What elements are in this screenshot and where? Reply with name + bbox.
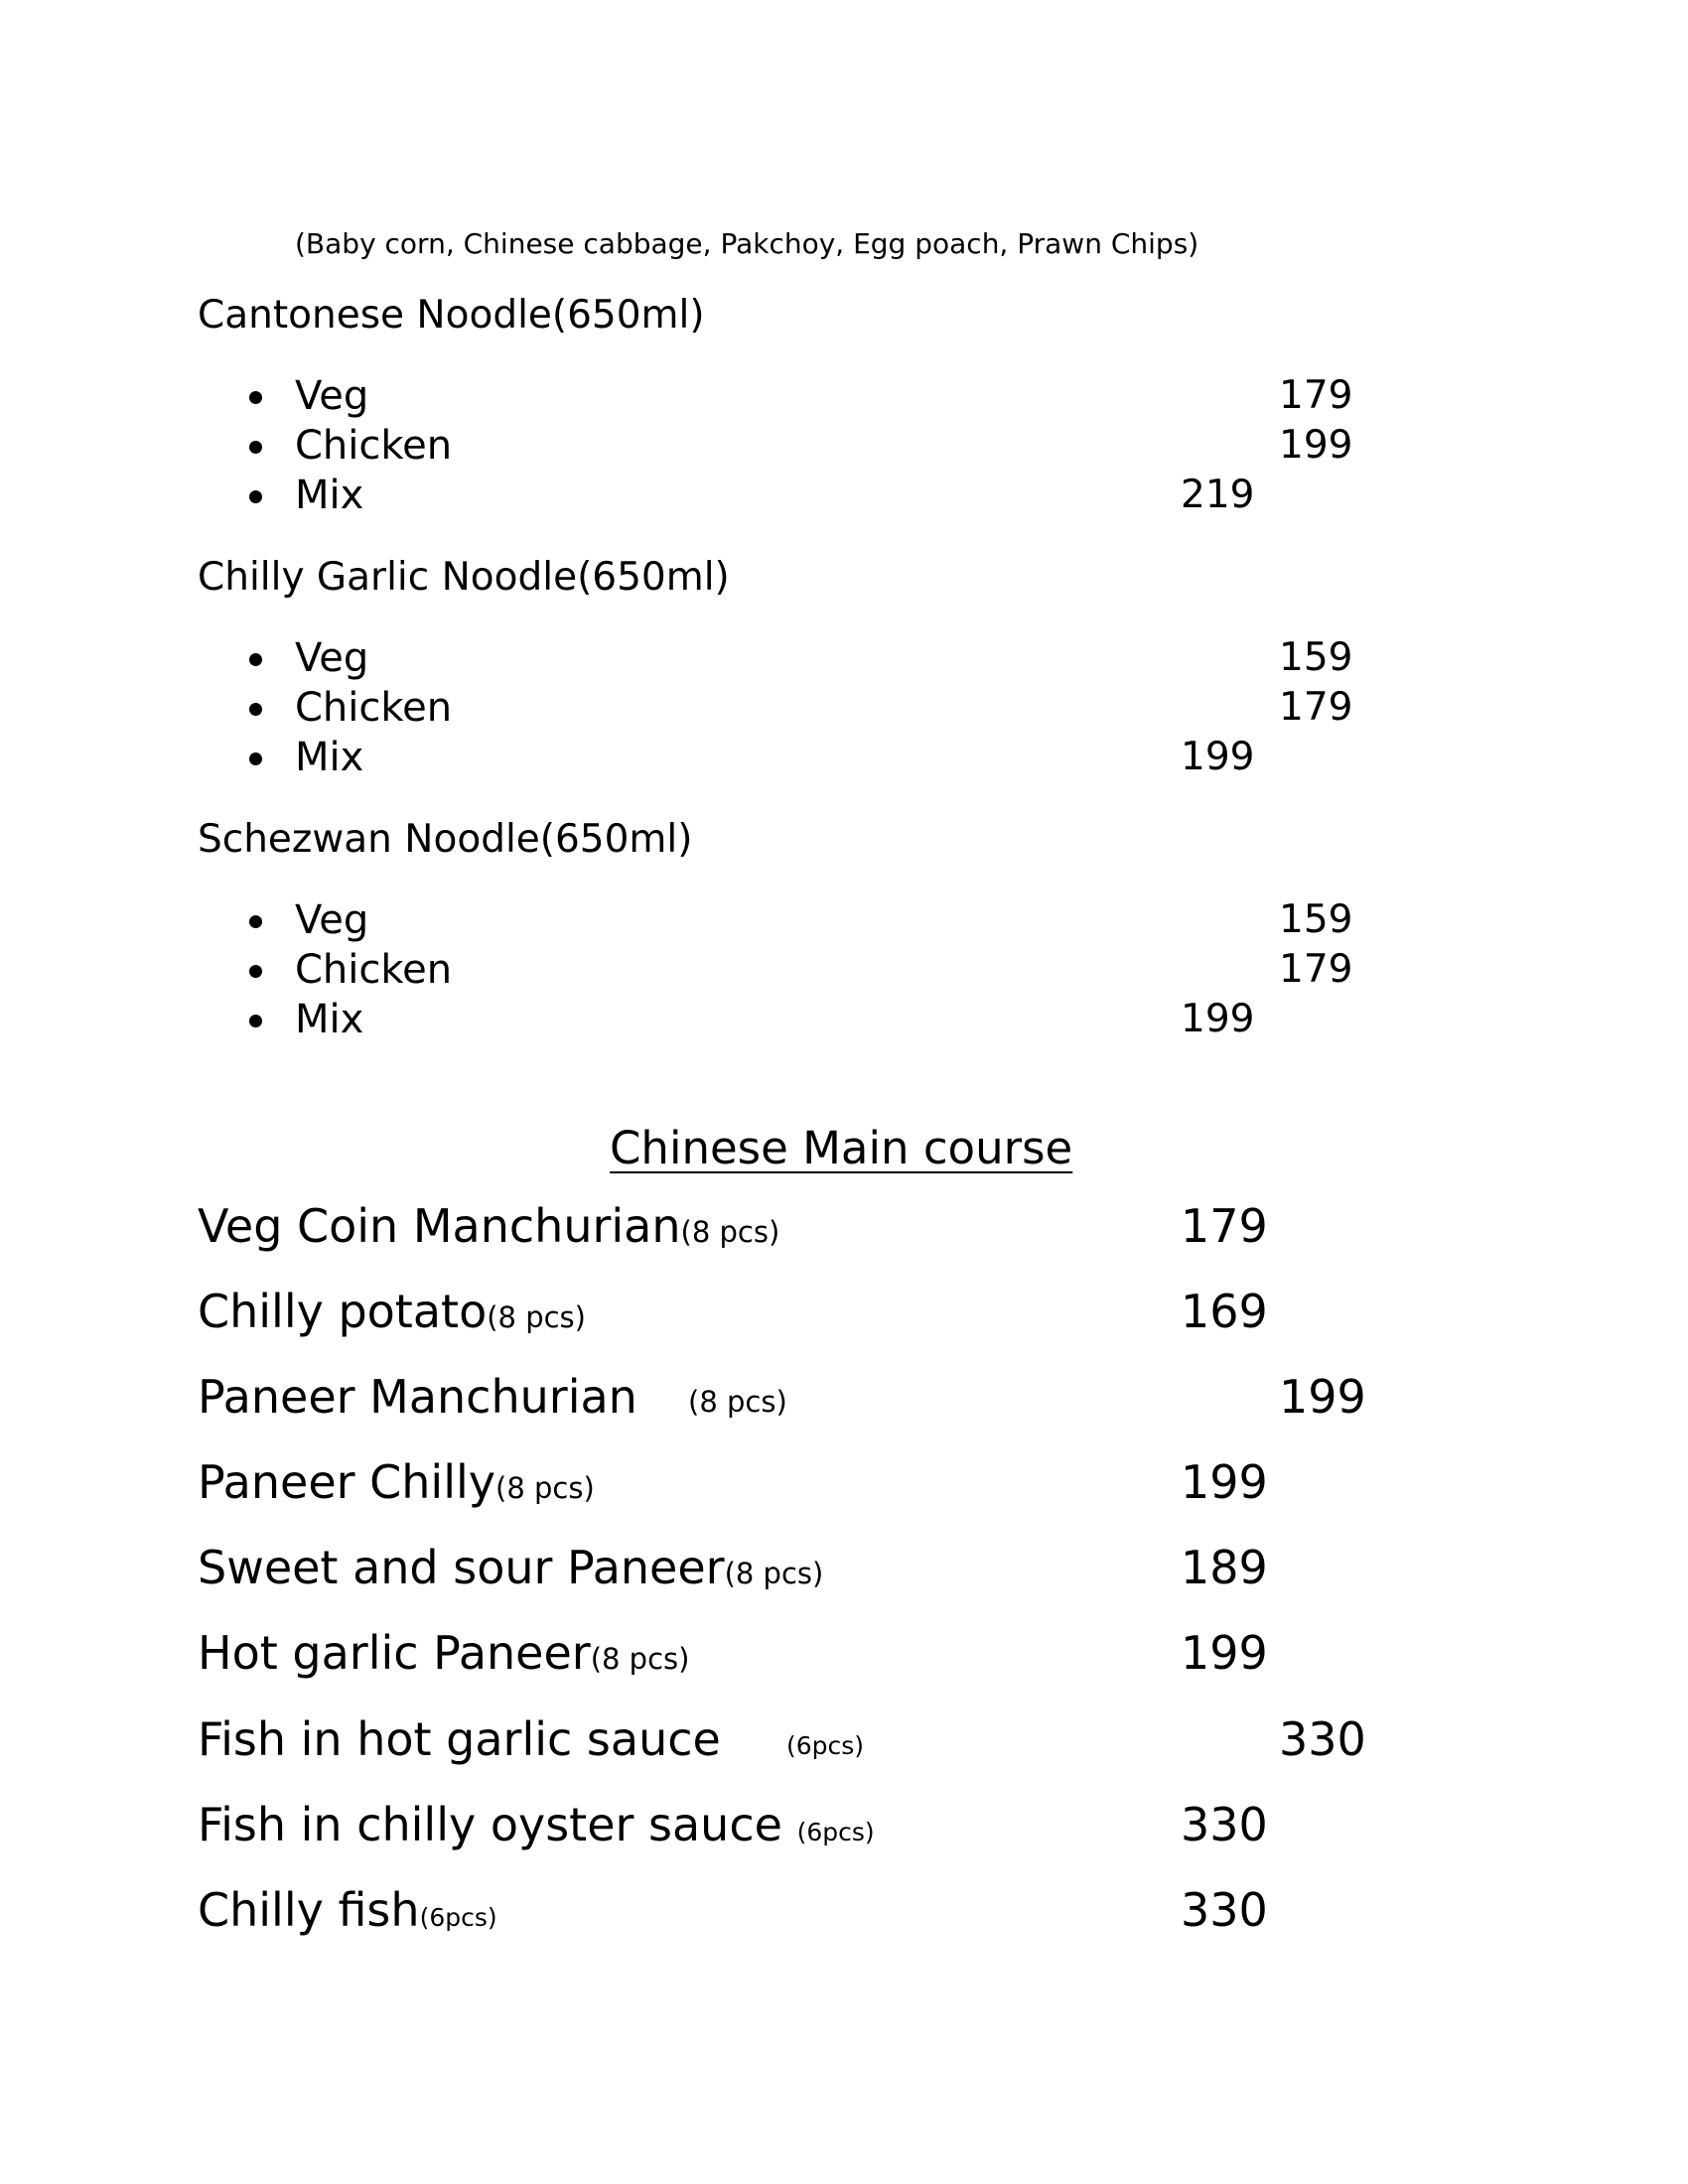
bullet-icon <box>249 490 262 503</box>
item-price: 159 <box>1279 897 1353 942</box>
item-name: Mix <box>295 735 364 780</box>
section-heading-schezwan: Schezwan Noodle(650ml) <box>198 817 693 862</box>
main-item-price: 169 <box>1181 1285 1268 1338</box>
main-item-price: 330 <box>1279 1712 1366 1766</box>
dish-name: Fish in chilly oyster sauce <box>198 1798 782 1851</box>
dish-name: Chilly potato <box>198 1285 488 1338</box>
item-price: 179 <box>1279 685 1353 730</box>
item-price: 179 <box>1279 373 1353 418</box>
bullet-icon <box>249 391 262 404</box>
main-item-name: Fish in hot garlic sauce <box>198 1712 721 1766</box>
bullet-icon <box>249 441 262 454</box>
item-name: Chicken <box>295 685 453 731</box>
dish-qty: (8 pcs) <box>680 1215 780 1249</box>
item-price: 219 <box>1181 473 1255 517</box>
main-item-price: 199 <box>1279 1370 1366 1424</box>
ingredients-note: (Baby corn, Chinese cabbage, Pakchoy, Egg poach, Prawn Chips) <box>295 227 1199 260</box>
dish-name: Sweet and sour Paneer <box>198 1541 725 1594</box>
main-item-name <box>198 1883 497 1937</box>
main-item-price: 199 <box>1181 1455 1268 1509</box>
main-item-price: 189 <box>1181 1541 1268 1594</box>
bullet-icon <box>249 703 262 716</box>
dish-name: Paneer Chilly <box>198 1455 495 1509</box>
dish-name: Chilly fish <box>198 1883 420 1937</box>
item-name: Mix <box>295 473 364 518</box>
main-item-name <box>198 1285 586 1338</box>
bullet-icon <box>249 1015 262 1027</box>
item-price: 199 <box>1279 423 1353 468</box>
bullet-icon <box>249 653 262 666</box>
main-item-name <box>198 1798 875 1851</box>
item-name: Mix <box>295 997 364 1042</box>
section-heading-cantonese: Cantonese Noodle(650ml) <box>198 293 705 338</box>
item-price: 199 <box>1181 997 1255 1041</box>
bullet-icon <box>249 965 262 978</box>
dish-qty: (8 pcs) <box>487 1300 586 1334</box>
main-item-price: 199 <box>1181 1626 1268 1680</box>
dish-qty: (6pcs) <box>786 1731 865 1760</box>
main-item-price: 330 <box>1181 1798 1268 1851</box>
main-item-name: Paneer Manchurian <box>198 1370 637 1424</box>
dish-qty: (8 pcs) <box>495 1471 595 1505</box>
bullet-icon <box>249 915 262 928</box>
dish-name: Hot garlic Paneer <box>198 1626 591 1680</box>
main-item-name <box>198 1541 824 1594</box>
main-item-name <box>198 1455 595 1509</box>
main-item-price: 179 <box>1181 1199 1268 1253</box>
dish-name: Veg Coin Manchurian <box>198 1199 681 1253</box>
item-price: 199 <box>1181 735 1255 779</box>
item-price: 159 <box>1279 635 1353 680</box>
main-item-price: 330 <box>1181 1883 1268 1937</box>
item-name: Chicken <box>295 423 453 469</box>
dish-qty: (8 pcs) <box>590 1642 690 1676</box>
section-title-main-course: Chinese Main course <box>610 1122 1073 1174</box>
item-name: Chicken <box>295 947 453 993</box>
bullet-icon <box>249 752 262 765</box>
dish-qty: (6pcs) <box>419 1903 497 1932</box>
dish-qty: (8 pcs) <box>688 1385 787 1419</box>
item-name: Veg <box>295 635 369 681</box>
main-item-name <box>198 1626 690 1680</box>
dish-qty: (6pcs) <box>796 1818 875 1846</box>
section-heading-chilly-garlic: Chilly Garlic Noodle(650ml) <box>198 555 730 600</box>
main-item-name <box>198 1199 780 1253</box>
item-price: 179 <box>1279 947 1353 992</box>
item-name: Veg <box>295 897 369 943</box>
dish-qty: (8 pcs) <box>724 1557 824 1590</box>
item-name: Veg <box>295 373 369 419</box>
